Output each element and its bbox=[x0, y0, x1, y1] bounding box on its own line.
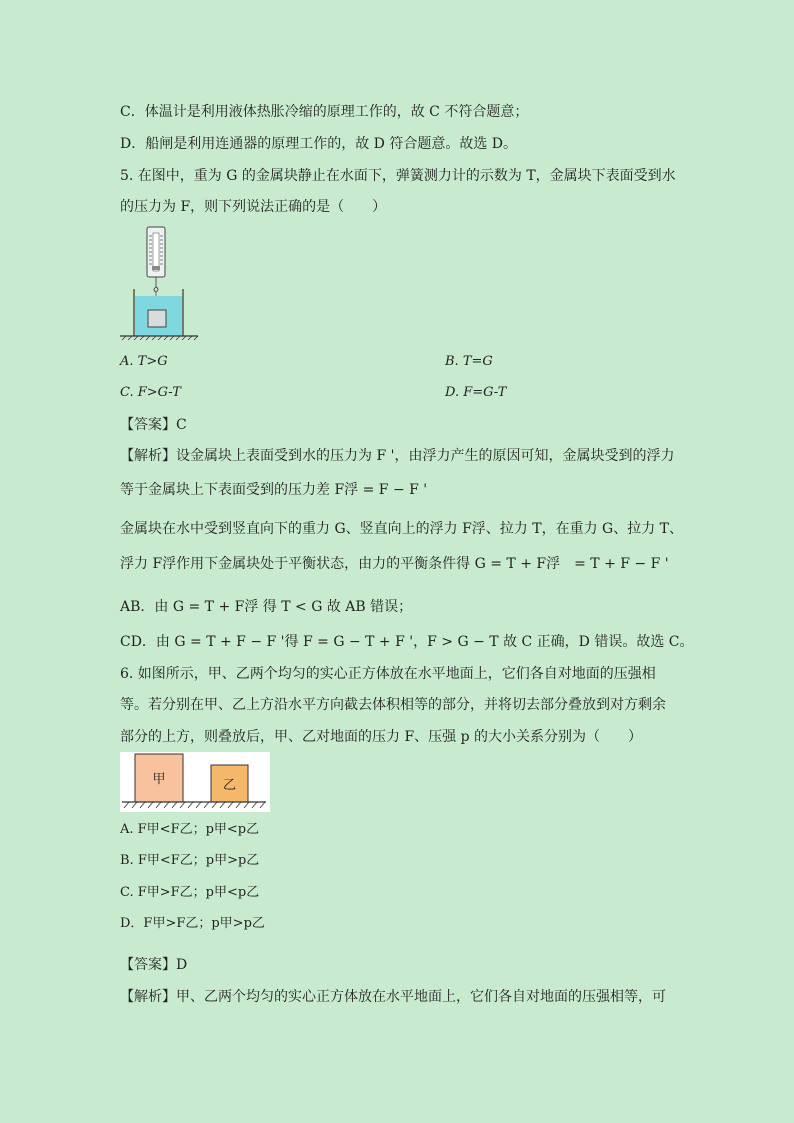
q5-stem-line-1: 5. 在图中，重为 G 的金属块静止在水面下，弹簧测力计的示数为 T，金属块下表面受到水 bbox=[120, 168, 676, 184]
q5-analysis-line-1: 【解析】设金属块上表面受到水的压力为 F '，由浮力产生的原因可知，金属块受到的浮力 bbox=[120, 448, 675, 464]
q5-stem-line-2: 的压力为 F，则下列说法正确的是（ ） bbox=[120, 199, 387, 215]
q6-option-d: D．F甲>F乙；p甲>p乙 bbox=[120, 916, 265, 931]
q6-stem-line-3: 部分的上方，则叠放后，甲、乙对地面的压力 F、压强 p 的大小关系分别为（ ） bbox=[120, 729, 643, 745]
q5-option-d: D. F=G-T bbox=[445, 385, 507, 400]
q6-stem-line-1: 6. 如图所示，甲、乙两个均匀的实心正方体放在水平地面上，它们各自对地面的压强相 bbox=[120, 666, 656, 682]
q4-option-c-explanation: C．体温计是利用液体热胀冷缩的原理工作的，故 C 不符合题意； bbox=[120, 104, 529, 120]
q5-answer: 【答案】C bbox=[120, 417, 187, 433]
q5-option-b: B. T=G bbox=[445, 354, 493, 369]
q5-spring-scale-figure bbox=[118, 224, 202, 342]
q5-option-a: A. T>G bbox=[120, 354, 168, 369]
q6-cubes-figure bbox=[120, 752, 270, 812]
block-yi-label: 乙 bbox=[222, 778, 237, 793]
q5-analysis-line-3: 金属块在水中受到竖直向下的重力 G、竖直向上的浮力 F浮、拉力 T，在重力 G、拉力 T、 bbox=[120, 521, 684, 537]
q6-option-b: B. F甲<F乙；p甲>p乙 bbox=[120, 853, 260, 868]
q6-answer: 【答案】D bbox=[120, 957, 188, 973]
q5-analysis-line-4: 浮力 F浮作用下金属块处于平衡状态，由力的平衡条件得 G = T + F浮 = T + F − F ' bbox=[120, 556, 669, 572]
block-jia-label: 甲 bbox=[152, 772, 166, 787]
q5-analysis-line-6: CD．由 G = T + F − F '得 F = G − T + F '，F > G − T 故 C 正确，D 错误。故选 C。 bbox=[120, 634, 694, 650]
q6-option-c: C. F甲>F乙；p甲<p乙 bbox=[120, 885, 260, 900]
q5-analysis-line-5: AB．由 G = T + F浮 得 T < G 故 AB 错误； bbox=[120, 599, 413, 615]
q6-option-a: A. F甲<F乙；p甲<p乙 bbox=[120, 822, 260, 837]
q6-analysis-line-1: 【解析】甲、乙两个均匀的实心正方体放在水平地面上，它们各自对地面的压强相等，可 bbox=[120, 989, 666, 1005]
q4-option-d-explanation: D．船闸是利用连通器的原理工作的，故 D 符合题意。故选 D。 bbox=[120, 136, 518, 152]
q5-option-c: C. F>G-T bbox=[120, 385, 181, 400]
q6-stem-line-2: 等。若分别在甲、乙上方沿水平方向截去体积相等的部分，并将切去部分叠放到对方剩余 bbox=[120, 697, 666, 713]
q5-analysis-line-2: 等于金属块上下表面受到的压力差 F浮 = F − F ' bbox=[120, 482, 428, 498]
